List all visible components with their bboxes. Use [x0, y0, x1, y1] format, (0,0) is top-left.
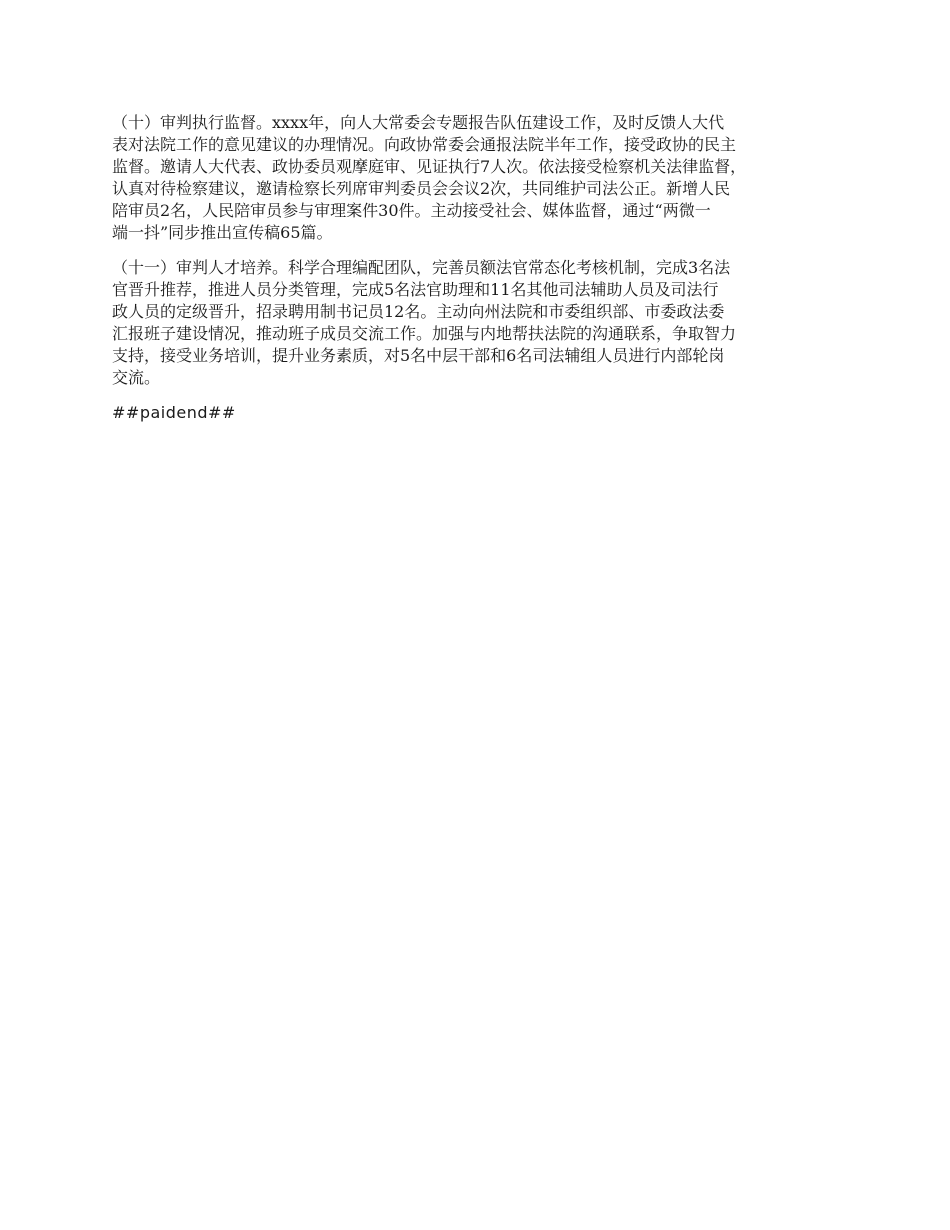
- text-line: 监督。邀请人大代表、政协委员观摩庭审、见证执行7人次。依法接受检察机关法律监督，: [112, 157, 747, 176]
- text-line: 支持，接受业务培训，提升业务素质，对5名中层干部和6名司法辅组人员进行内部轮岗: [112, 346, 725, 365]
- text-line: 端一抖”同步推出宣传稿65篇。: [112, 223, 333, 242]
- document-page: [112, 112, 842, 424]
- text-line: 认真对待检察建议，邀请检察长列席审判委员会会议2次，共同维护司法公正。新增人民: [112, 179, 731, 198]
- paragraph-trial-supervision: [112, 112, 842, 244]
- text-line: 政人员的定级晋升，招录聘用制书记员12名。主动向州法院和市委组织部、市委政法委: [112, 302, 725, 321]
- text-line: （十一）审判人才培养。科学合理编配团队，完善员额法官常态化考核机制，完成3名法: [112, 258, 731, 277]
- text-line: （十）审判执行监督。xxxx年，向人大常委会专题报告队伍建设工作，及时反馈人大代: [112, 113, 725, 132]
- paragraph-talent-training: [112, 257, 842, 389]
- text-line: 汇报班子建设情况，推动班子成员交流工作。加强与内地帮扶法院的沟通联系，争取智力: [112, 324, 737, 343]
- text-line: 官晋升推荐，推进人员分类管理，完成5名法官助理和11名其他司法辅助人员及司法行: [112, 280, 719, 299]
- text-line: 表对法院工作的意见建议的办理情况。向政协常委会通报法院半年工作，接受政协的民主: [112, 135, 737, 154]
- end-marker: ##paidend##: [112, 403, 236, 422]
- text-line: 交流。: [112, 368, 161, 387]
- text-line: 陪审员2名，人民陪审员参与审理案件30件。主动接受社会、媒体监督，通过“两微一: [112, 201, 711, 220]
